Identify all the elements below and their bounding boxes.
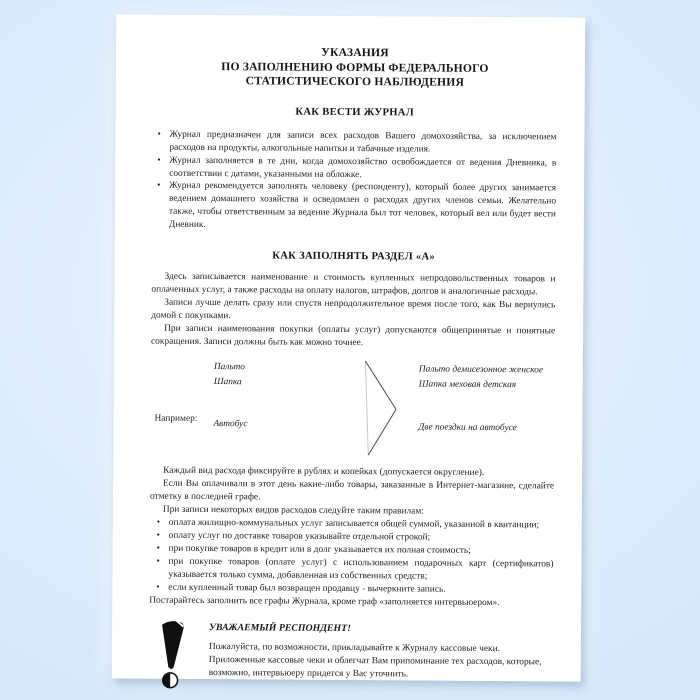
instruction-page (112, 14, 586, 681)
list-item (152, 180, 556, 234)
example-short-item: Шапка (213, 377, 242, 388)
bullet-icon: • (156, 543, 160, 554)
section-heading-a: КАК ЗАПОЛНЯТЬ РАЗДЕЛ «А» (272, 250, 436, 263)
list-item-text: Журнал заполняется в те дни, когда домохозяйство освобождается от ведения Дневника, в соответствии с датами, указанными на обложке. (169, 155, 557, 180)
section-heading-journal: КАК ВЕСТИ ЖУРНАЛ (295, 106, 414, 119)
list-item (149, 555, 553, 584)
bullet-icon: • (156, 582, 160, 593)
section-a-paragraphs (151, 271, 556, 351)
list-item (152, 128, 556, 157)
expand-arrow-icon (362, 360, 399, 458)
rules-list (149, 517, 554, 597)
list-item-text: при покупке товаров (оплате услуг) с использованием подарочных карт (сертификатов) указывается только сумма, добавленная из собственных средств; (168, 556, 554, 582)
paragraph: Здесь записывается наименование и стоимость купленных непродовольственных товаров и оплаченных услуг, а также расходы на оплату налогов, штрафов, долгов и аналогичные расходы. (151, 271, 556, 298)
exclamation-icon (159, 621, 185, 689)
paragraph: При записи наименования покупки (оплаты услуг) допускаются общепринятые и понятные сокращения. Записи должны быть как можно точнее. (151, 323, 556, 348)
paragraph: Каждый вид расхода фиксируйте в рублях и копейках (допускается округление). (163, 466, 485, 479)
example-full-item: Шапка меховая детская (418, 379, 517, 391)
page-title (153, 45, 557, 92)
example-short-item: Автобус (213, 419, 248, 430)
closing-note: Постарайтесь заполнить все графы Журнала, кроме граф «заполняется интервьюером». (149, 595, 500, 608)
bullet-icon: • (156, 530, 161, 541)
title-line-3: СТАТИСТИЧЕСКОГО НАБЛЮДЕНИЯ (245, 74, 465, 89)
title-line-1: УКАЗАНИЯ (321, 45, 389, 60)
bullet-icon: • (156, 556, 160, 567)
list-item-text: при покупке товаров в кредит или в долг указывается их полная стоимость; (168, 543, 471, 556)
respondent-line: Приложенные кассовые чеки и облегчат Вам припоминание тех расходов, которые, возможно, интервьюеру придется у Вас уточнить. (208, 654, 542, 680)
list-item-text: оплату услуг по доставке товаров указывайте отдельной строкой; (168, 530, 431, 543)
list-item-text: оплата жилищно-коммунальных услуг записывается общей суммой, указанной в квитанции; (168, 517, 540, 531)
list-item-text: если купленный товар был возвращен продавцу - вычеркните запись. (168, 582, 446, 595)
list-item-text: Журнал рекомендуется заполнять человеку (респонденту), который более других занимается ведением домашнего хозяйства и осведомлен о расходах других членов семьи. Желательно также, чтобы ответственным за ведение Журнала был тот человек, который вел или будет вести Дневник. (168, 181, 557, 231)
rules-intro (150, 465, 554, 519)
page-content (149, 45, 558, 696)
respondent-note (149, 621, 553, 696)
example-block (150, 356, 555, 463)
respondent-line: Пожалуйста, по возможности, прикладывайте к Журналу кассовые чеки. (208, 641, 500, 654)
list-item (152, 154, 556, 183)
title-line-2: ПО ЗАПОЛНЕНИЮ ФОРМЫ ФЕДЕРАЛЬНОГО (221, 59, 489, 75)
example-short-item: Пальто (213, 362, 246, 373)
bullet-icon: • (156, 517, 161, 528)
example-full-item: Две поездки на автобусе (418, 422, 517, 434)
bullet-icon: • (157, 181, 161, 192)
bullet-icon: • (157, 129, 161, 140)
paragraph: Записи лучше делать сразу или спустя непродолжительное время после того, как Вы вернулись домой с покупками. (151, 297, 556, 321)
bullet-icon: • (157, 155, 161, 166)
respondent-text (209, 621, 553, 682)
paragraph: При записи некоторых видов расходов следуйте таким правилам: (162, 504, 424, 517)
paragraph: Если Вы оплачивали в этот день какие-либо товары, заказанные в Интернет-магазине, сделайте отметку в последней графе. (149, 479, 555, 503)
example-label: Например: (154, 414, 198, 425)
example-full-item: Пальто демисезонное женское (418, 364, 544, 376)
journal-bullet-list (152, 128, 557, 234)
list-item-text: Журнал предназначен для записи всех расходов Вашего домохозяйства, за исключением расходов на продукты, алкогольные напитки и табачные изделия. (169, 129, 557, 155)
respondent-heading: УВАЖАЕМЫЙ РЕСПОНДЕНТ! (209, 622, 351, 635)
